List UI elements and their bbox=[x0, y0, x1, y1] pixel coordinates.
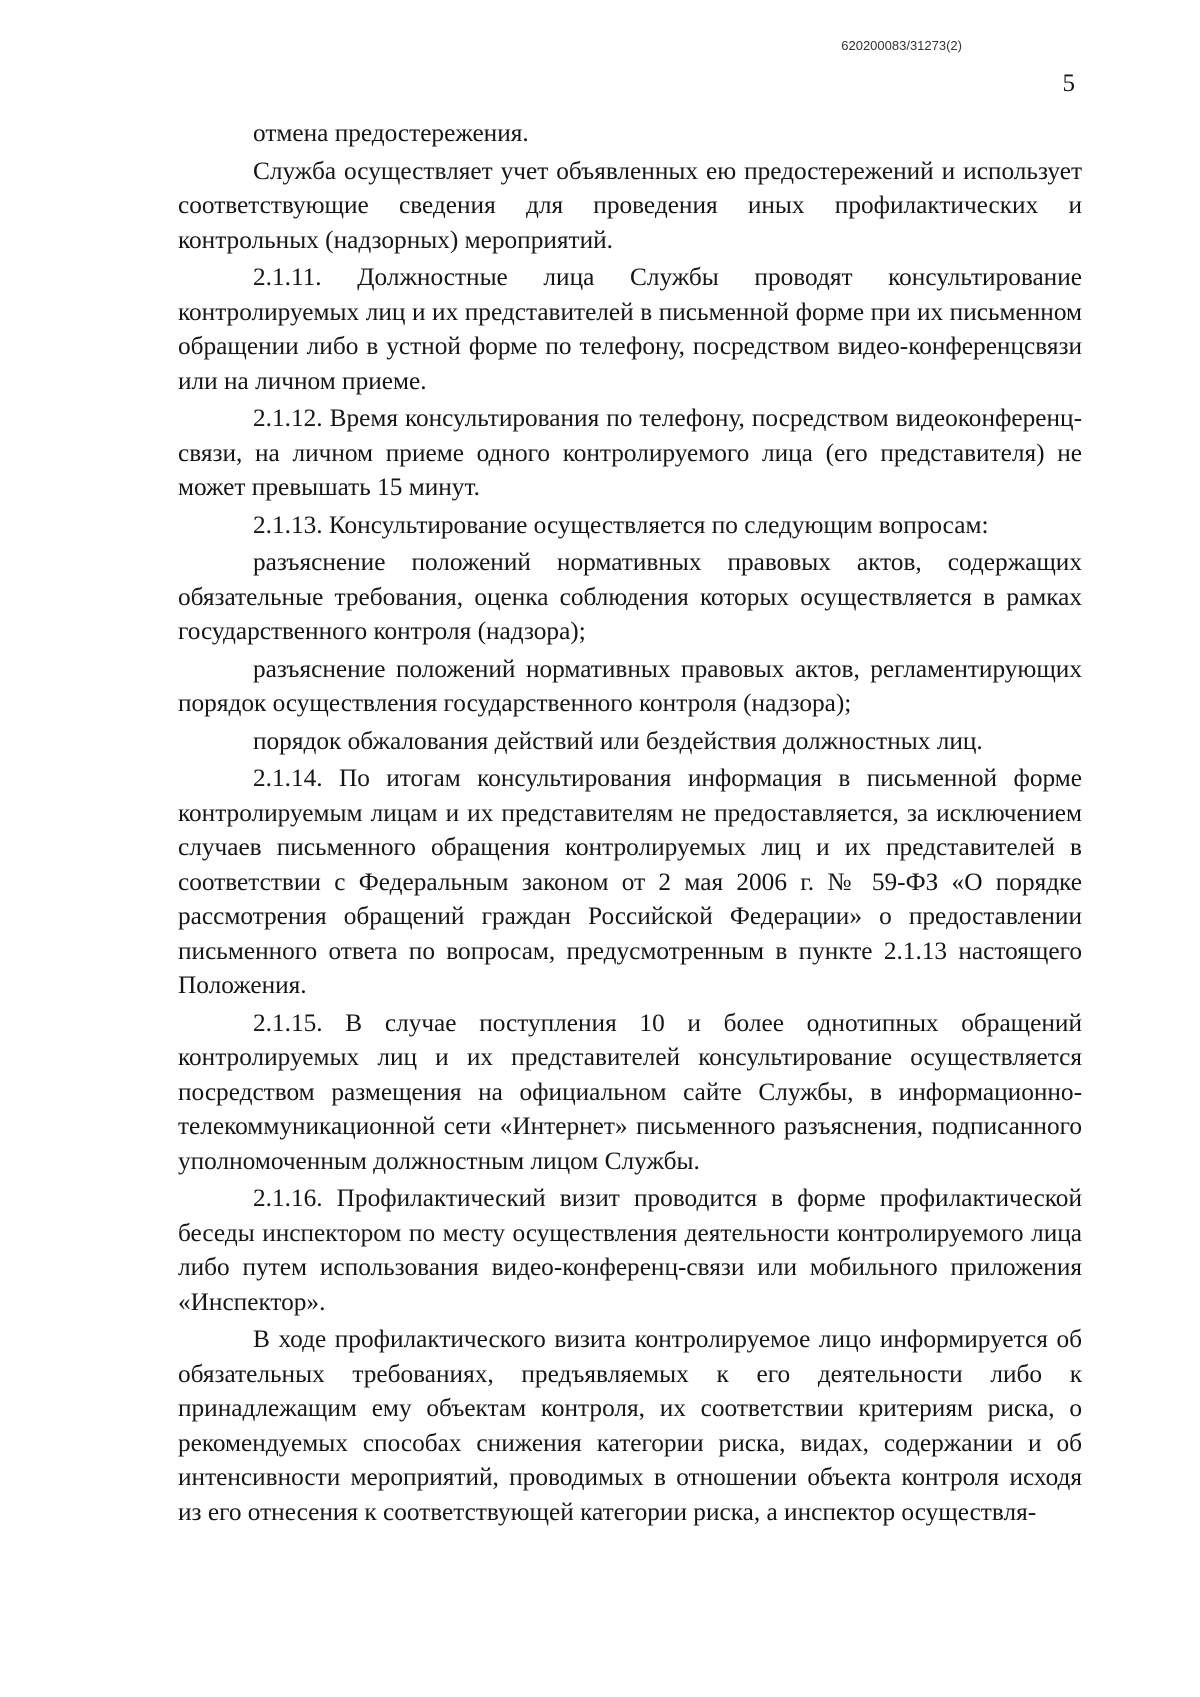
paragraph: разъяснение положений нормативных правовых актов, содержащих обязательные требования, оценка соблюдения которых осуществляется в рамках государственного контроля (надзора); bbox=[178, 548, 1082, 645]
paragraph: разъяснение положений нормативных правовых актов, регламентирующих порядок осуществления государственного контроля (надзора); bbox=[178, 654, 1082, 717]
paragraph: порядок обжалования действий или бездействия должностных лиц. bbox=[253, 726, 983, 755]
paragraph: отмена предостережения. bbox=[253, 119, 529, 147]
body-text bbox=[178, 116, 1082, 1532]
paragraph: В ходе профилактического визита контролируемое лицо информируется об обязательных требованиях, предъявляемых к его деятельности либо к принадлежащим ему объектам контроля, их соответствии критериям риска, о рекомендуемых способах снижения категории риска, видах, содержании и об интенсивности мероприятий, проводимых в отношении объекта контроля исходя из его отнесения к соответствующей категории риска, а инспектор осуществля- bbox=[178, 1325, 1082, 1526]
paragraph: 2.1.15. В случае поступления 10 и более однотипных обращений контролируемых лиц и их представителей консультирование осуществляется посредством размещения на официальном сайте Службы, в информационно-телекоммуникационной сети «Интернет» письменного разъяснения, подписанного уполномоченным должностным лицом Службы. bbox=[178, 1008, 1082, 1175]
paragraph: 2.1.12. Время консультирования по телефону, посредством видеоконференц-связи, на личном приеме одного контролируемого лица (его представителя) не может превышать 15 минут. bbox=[178, 404, 1082, 501]
paragraph: Служба осуществляет учет объявленных ею предостережений и использует соответствующие сведения для проведения иных профилактических и контрольных (надзорных) мероприятий. bbox=[178, 156, 1082, 254]
paragraph: 2.1.11. Должностные лица Службы проводят консультирование контролируемых лиц и их представителей в письменной форме при их письменном обращении либо в устной форме по телефону, посредством видео-конференцсвязи или на личном приеме. bbox=[178, 263, 1082, 395]
paragraph: 2.1.14. По итогам консультирования информация в письменной форме контролируемым лицам и их представителям не предоставляется, за исключением случаев письменного обращения контролируемых лиц и их представителей в соответствии с Федеральным законом от 2 мая 2006 г. № 59-ФЗ «О порядке рассмотрения обращений граждан Российской Федерации» о предоставлении письменного ответа по вопросам, предусмотренным в пункте 2.1.13 настоящего Положения. bbox=[178, 764, 1082, 999]
paragraph: 2.1.13. Консультирование осуществляется по следующим вопросам: bbox=[253, 510, 989, 539]
document-id: 620200083/31273(2) bbox=[841, 38, 962, 53]
paragraph: 2.1.16. Профилактический визит проводится в форме профилактической беседы инспектором по месту осуществления деятельности контролируемого лица либо путем использования видео-конференц-связи или мобильного приложения «Инспектор». bbox=[178, 1184, 1082, 1316]
page-number: 5 bbox=[1062, 70, 1075, 97]
